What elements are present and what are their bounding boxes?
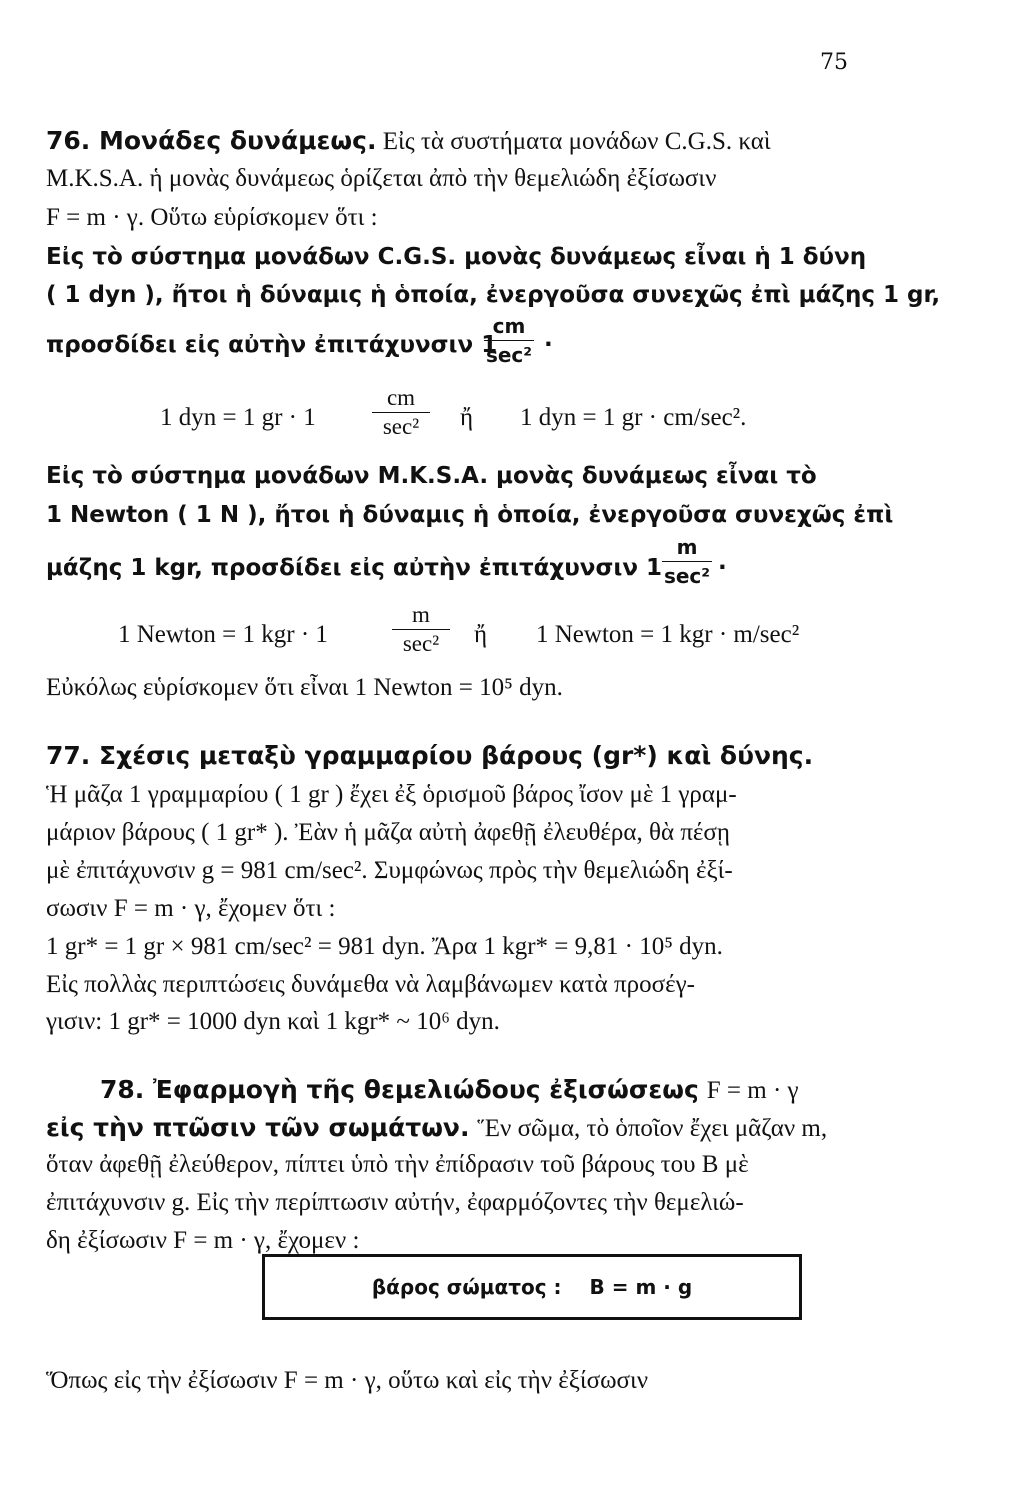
- formula-2-fraction: [392, 603, 450, 656]
- sec76-line-2: M.K.S.A. ἡ μονὰς δυνάμεως ὁρίζεται ἀπὸ τὴν θεμελιώδη ἐξίσωσιν: [46, 165, 717, 192]
- sec76-line-7: Εἰς τὸ σύστημα μονάδων M.K.S.A. μονὰς δυνάμεως εἶναι τὸ: [46, 463, 817, 489]
- formula-box-equation: B = m · g: [589, 1275, 693, 1299]
- sec76-line-1-text: Εἰς τὰ συστήματα μονάδων C.G.S. καὶ: [382, 128, 771, 155]
- sec78-line-5: δη ἐξίσωσιν F = m · γ, ἔχομεν :: [46, 1227, 360, 1254]
- sec78-heading-eq: F = m · γ: [706, 1077, 799, 1104]
- formula-1-left: 1 dyn = 1 gr · 1: [160, 404, 316, 431]
- formula-2-right: 1 Newton = 1 kgr · m/sec²: [536, 621, 800, 648]
- sec78-line-3: ὅταν ἀφεθῇ ἐλεύθερον, πίπτει ὑπὸ τὴν ἐπίδρασιν τοῦ βάρους του B μὲ: [46, 1151, 749, 1178]
- sec77-line-1: Ἡ μᾶζα 1 γραμμαρίου ( 1 gr ) ἔχει ἐξ ὁρισμοῦ βάρος ἴσον μὲ 1 γραμ-: [46, 781, 737, 808]
- sec78-line-4: ἐπιτάχυνσιν g. Εἰς τὴν περίπτωσιν αὐτήν, ἐφαρμόζοντες τὴν θεμελιώ-: [46, 1189, 744, 1216]
- formula-box: [262, 1254, 802, 1320]
- sec76-line-6: [46, 330, 882, 360]
- sec76-line-1: [46, 126, 882, 157]
- sec76-line-4: Εἰς τὸ σύστημα μονάδων C.G.S. μονὰς δυνάμεως εἶναι ἡ 1 δύνη: [46, 244, 867, 270]
- formula-2-left: 1 Newton = 1 kgr · 1: [118, 621, 328, 648]
- sec78-line-6: Ὅπως εἰς τὴν ἐξίσωσιν F = m · γ, οὕτω καὶ εἰς τὴν ἐξίσωσιν: [46, 1367, 649, 1394]
- fraction-numerator: m: [676, 535, 698, 559]
- sec77-line-5: 1 gr* = 1 gr × 981 cm/sec² = 981 dyn. Ἄρα 1 kgr* = 9,81 · 10⁵ dyn.: [46, 933, 723, 960]
- sec76-line-5: ( 1 dyn ), ἤτοι ἡ δύναμις ἡ ὁποία, ἐνεργοῦσα συνεχῶς ἐπὶ μάζης 1 gr,: [46, 282, 941, 308]
- fraction-cm-per-sec2: [484, 314, 534, 367]
- sec77-line-3: μὲ ἐπιτάχυνσιν g = 981 cm/sec². Συμφώνως πρὸς τὴν θεμελιώδη ἐξί-: [46, 857, 733, 884]
- sec76-line-3: F = m · γ. Οὕτω εὑρίσκομεν ὅτι :: [46, 204, 378, 231]
- fraction-bar: [484, 340, 534, 341]
- fraction-numerator: cm: [386, 385, 416, 410]
- sec76-line-6-text: προσδίδει εἰς αὐτὴν ἐπιτάχυνσιν 1: [46, 332, 498, 358]
- sec77-heading: 77. Σχέσις μεταξὺ γραμμαρίου βάρους (gr*) καὶ δύνης.: [46, 741, 814, 770]
- formula-2-or: ἤ: [474, 621, 488, 648]
- fraction-bar: [392, 629, 450, 630]
- fraction-denominator: sec²: [485, 343, 533, 367]
- formula-1-or: ἤ: [460, 404, 474, 431]
- sec76-line-10: Εὐκόλως εὑρίσκομεν ὅτι εἶναι 1 Newton = 10⁵ dyn.: [46, 674, 563, 701]
- sec77-line-7: γισιν: 1 gr* = 1000 dyn καὶ 1 kgr* ~ 10⁶ dyn.: [46, 1008, 500, 1035]
- fraction-denominator: sec²: [402, 631, 440, 656]
- fraction-numerator: cm: [492, 314, 526, 338]
- sec78-line-2-text: Ἕν σῶμα, τὸ ὁποῖον ἔχει μᾶζαν m,: [477, 1115, 828, 1142]
- sec76-line-9: μάζης 1 kgr, προσδίδει εἰς αὐτὴν ἐπιτάχυνσιν 1: [46, 555, 663, 581]
- sec78-line-2: [46, 1113, 882, 1144]
- fraction-m-per-sec2: [662, 535, 712, 588]
- sec76-line-9-end: ·: [718, 555, 727, 581]
- fraction-denominator: sec²: [663, 564, 711, 588]
- sec76-heading: 76. Μονάδες δυνάμεως.: [46, 126, 377, 155]
- formula-1-right: 1 dyn = 1 gr · cm/sec².: [520, 404, 747, 431]
- sec77-line-4: σωσιν F = m · γ, ἔχομεν ὅτι :: [46, 895, 336, 922]
- page-number: 75: [820, 50, 848, 75]
- sec78-heading-b: εἰς τὴν πτῶσιν τῶν σωμάτων.: [46, 1113, 470, 1142]
- formula-box-label: βάρος σώματος :: [371, 1275, 562, 1299]
- sec77-line-2: μάριον βάρους ( 1 gr* ). Ἐὰν ἡ μᾶζα αὐτὴ ἀφεθῇ ἐλευθέρα, θὰ πέσῃ: [46, 819, 730, 846]
- fraction-denominator: sec²: [382, 414, 420, 439]
- sec78-heading-a: 78. Ἐφαρμογὴ τῆς θεμελιώδους ἐξισώσεως: [100, 1075, 699, 1104]
- fraction-numerator: m: [412, 602, 430, 627]
- sec76-line-8: 1 Newton ( 1 N ), ἤτοι ἡ δύναμις ἡ ὁποία, ἐνεργοῦσα συνεχῶς ἐπὶ: [46, 502, 894, 528]
- sec76-line-6-end: ·: [544, 332, 553, 358]
- sec77-line-6: Εἰς πολλὰς περιπτώσεις δυνάμεθα νὰ λαμβάνωμεν κατὰ προσέγ-: [46, 971, 695, 998]
- fraction-bar: [662, 561, 712, 562]
- formula-1-fraction: [372, 386, 430, 439]
- fraction-bar: [372, 412, 430, 413]
- sec78-line-1: [100, 1075, 882, 1106]
